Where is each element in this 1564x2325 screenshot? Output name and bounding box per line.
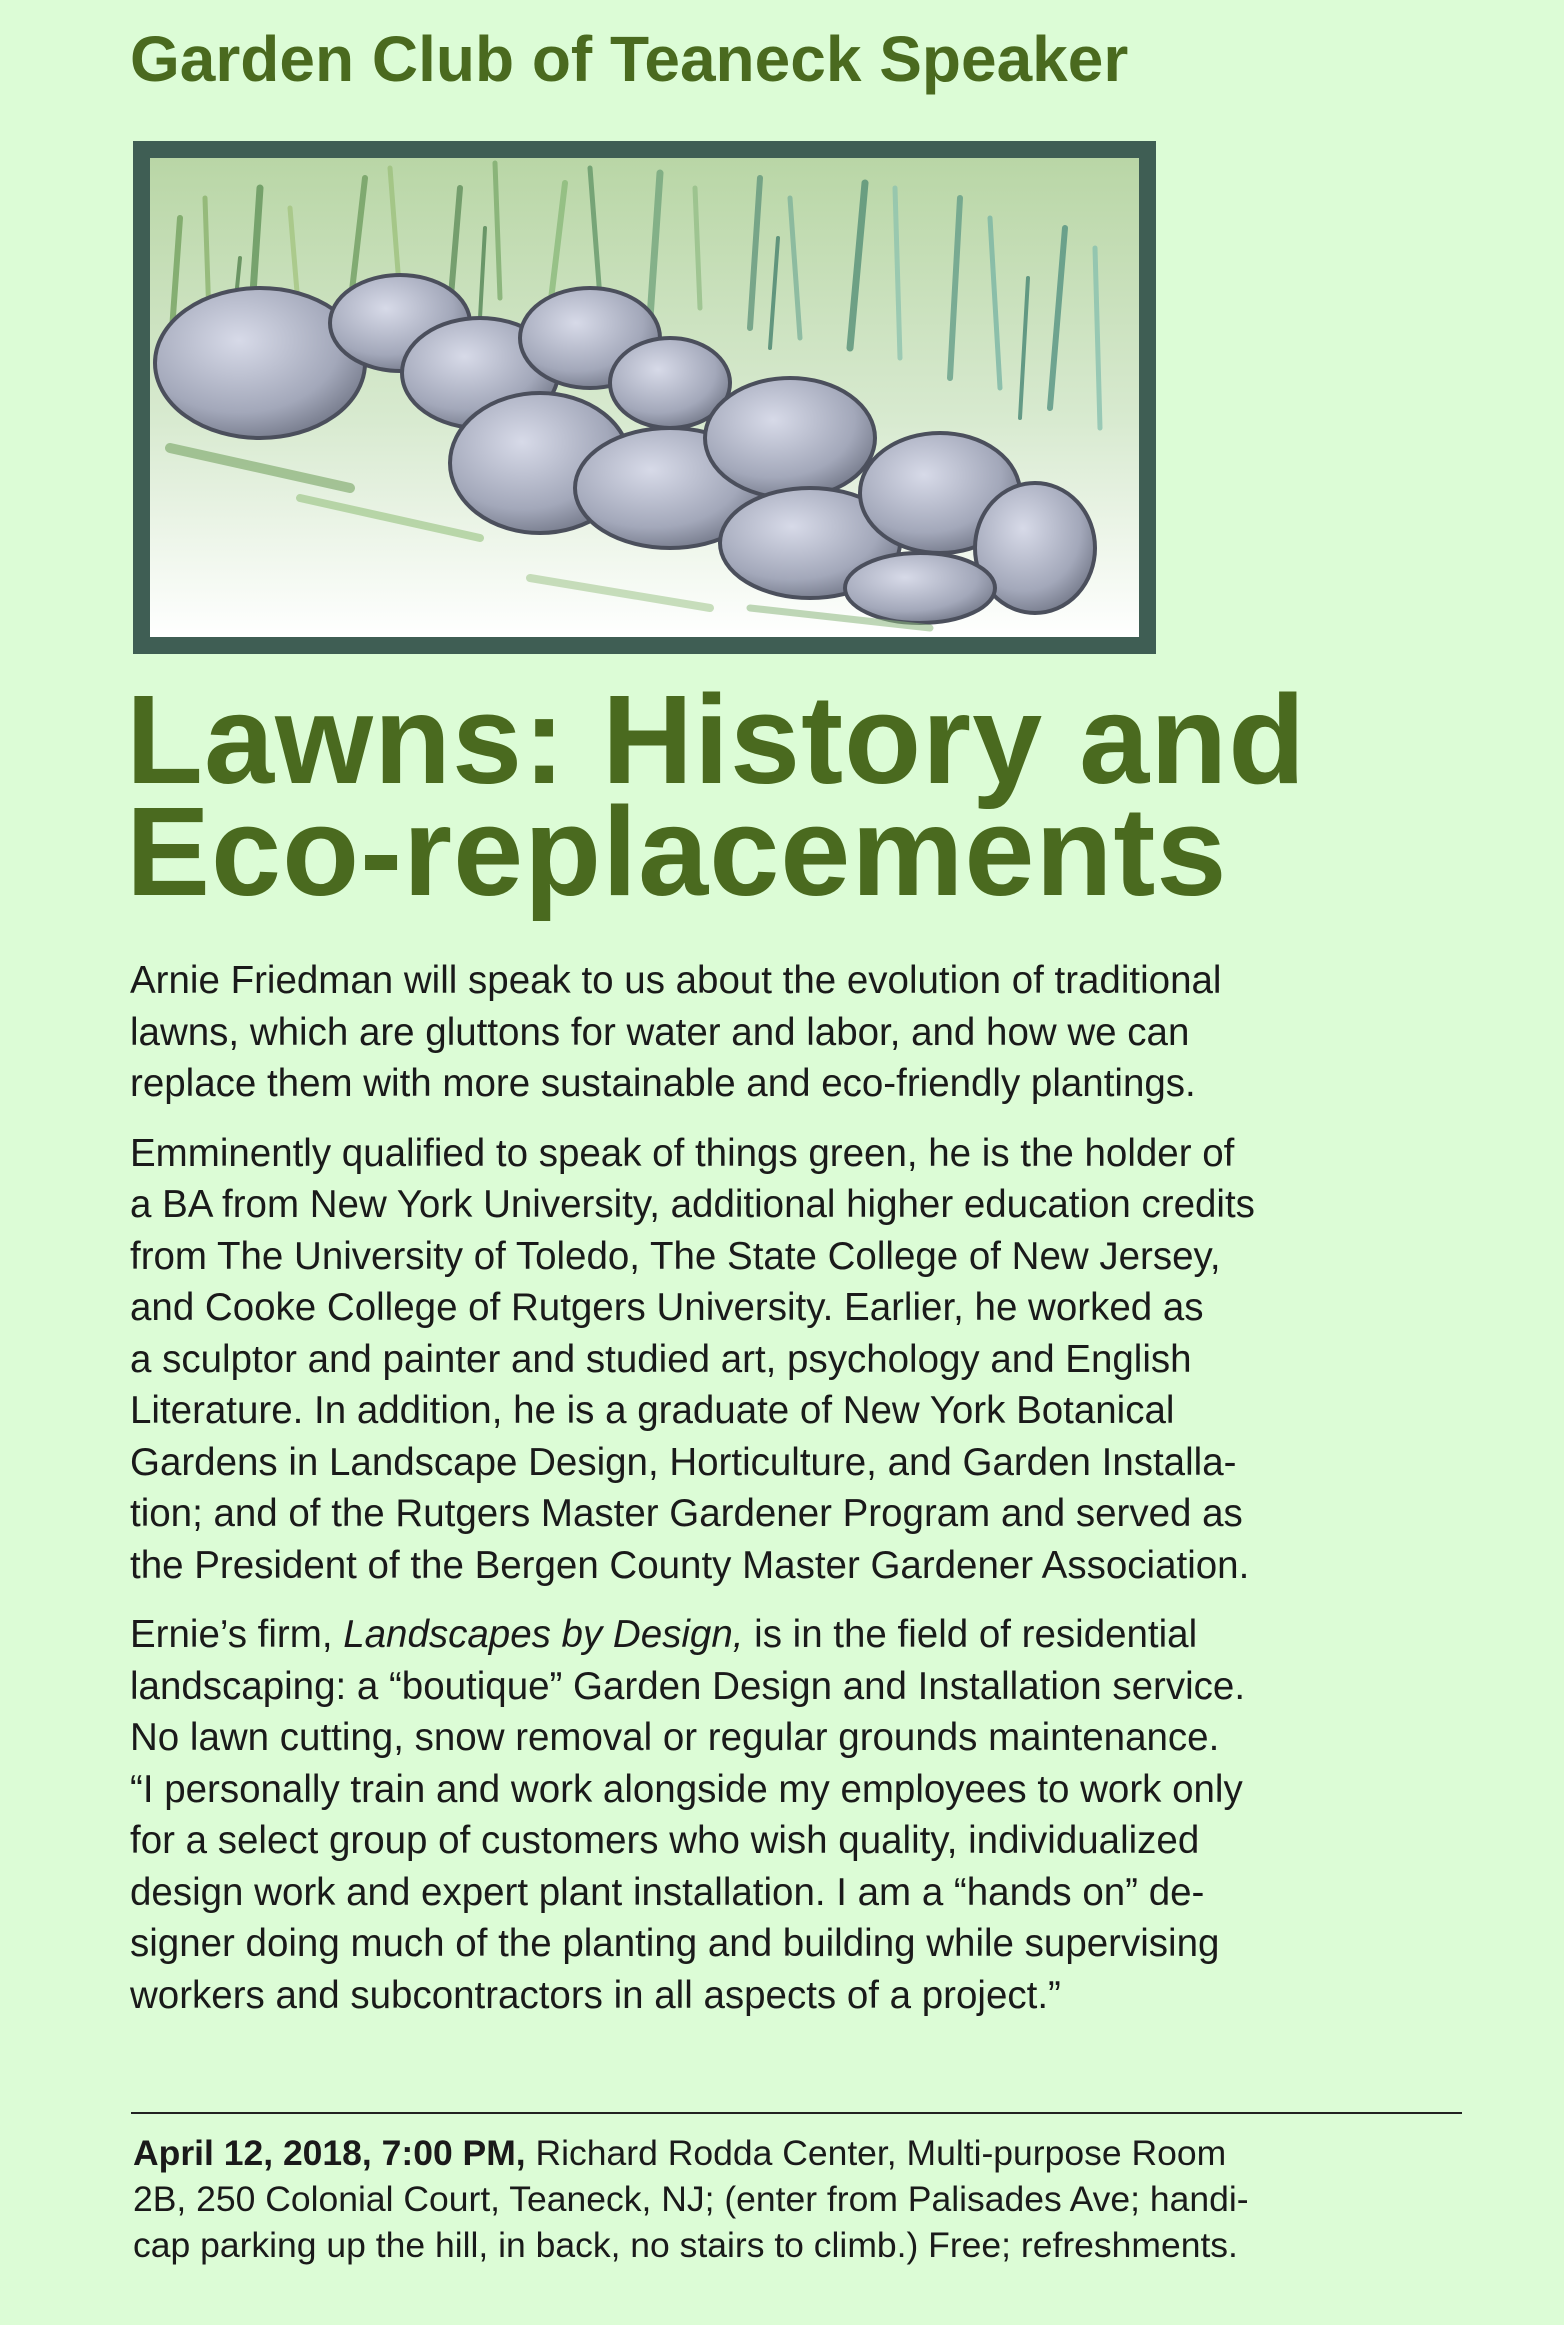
text-line (130, 1609, 1470, 1661)
title-line-1: Lawns: History and (126, 669, 1307, 810)
text-line: lawns, which are gluttons for water and labor, and how we can (130, 1010, 1190, 1054)
text-line: from The University of Toledo, The State College of New Jersey, (130, 1234, 1221, 1278)
text-line: signer doing much of the planting and building while supervising (130, 1922, 1220, 1965)
text-line: the President of the Bergen County Master Gardener Association. (130, 1543, 1250, 1587)
paragraph-intro (130, 955, 1470, 1110)
text-line: a sculptor and painter and studied art, psychology and English (130, 1337, 1192, 1381)
event-title (126, 669, 1307, 922)
text-line: No lawn cutting, snow removal or regular grounds maintenance. (130, 1716, 1220, 1759)
club-header: Garden Club of Teaneck Speaker (130, 23, 1129, 95)
divider (131, 2112, 1462, 2114)
details-line: 2B, 250 Colonial Court, Teaneck, NJ; (enter from Palisades Ave; handi- (133, 2179, 1249, 2219)
stone-wall-illustration (133, 141, 1156, 654)
text-line: Gardens in Landscape Design, Horticulture, and Garden Installa- (130, 1440, 1237, 1484)
text-line: design work and expert plant installation. I am a “hands on” de- (130, 1870, 1205, 1914)
text-line: for a select group of customers who wish quality, individualized (130, 1819, 1200, 1862)
event-details (133, 2130, 1473, 2268)
details-line (133, 2130, 1473, 2176)
text-line: and Cooke College of Rutgers University. Earlier, he worked as (130, 1286, 1204, 1329)
text-line: “I personally train and work alongside my employees to work only (130, 1767, 1243, 1811)
details-line: cap parking up the hill, in back, no stairs to climb.) Free; refreshments. (133, 2225, 1238, 2265)
event-venue: Richard Rodda Center, Multi-purpose Room (525, 2133, 1227, 2173)
title-line-2: Eco-replacements (126, 781, 1228, 922)
stone-wall-watercolor-icon (150, 158, 1139, 637)
text-line: landscaping: a “boutique” Garden Design and Installation service. (130, 1664, 1246, 1708)
text-line: replace them with more sustainable and eco-friendly plantings. (130, 1062, 1196, 1105)
text-line: Literature. In addition, he is a graduate of New York Botanical (130, 1389, 1175, 1432)
text-line: Arnie Friedman will speak to us about the evolution of traditional (130, 959, 1222, 1002)
text-line: tion; and of the Rutgers Master Gardener Program and served as (130, 1492, 1243, 1535)
paragraph-credentials (130, 1128, 1470, 1592)
text-line: workers and subcontractors in all aspects of a project.” (130, 1973, 1061, 2017)
event-description (130, 955, 1470, 2039)
firm-name: Landscapes by Design, (343, 1613, 744, 1656)
paragraph-firm (130, 1609, 1470, 2021)
firm-prefix: Ernie’s firm, (130, 1613, 344, 1656)
event-date-time: April 12, 2018, 7:00 PM, (133, 2133, 526, 2173)
text-line: a BA from New York University, additional higher education credits (130, 1183, 1255, 1226)
text-line: Emminently qualified to speak of things green, he is the holder of (130, 1131, 1235, 1175)
firm-suffix: is in the field of residential (743, 1613, 1198, 1656)
